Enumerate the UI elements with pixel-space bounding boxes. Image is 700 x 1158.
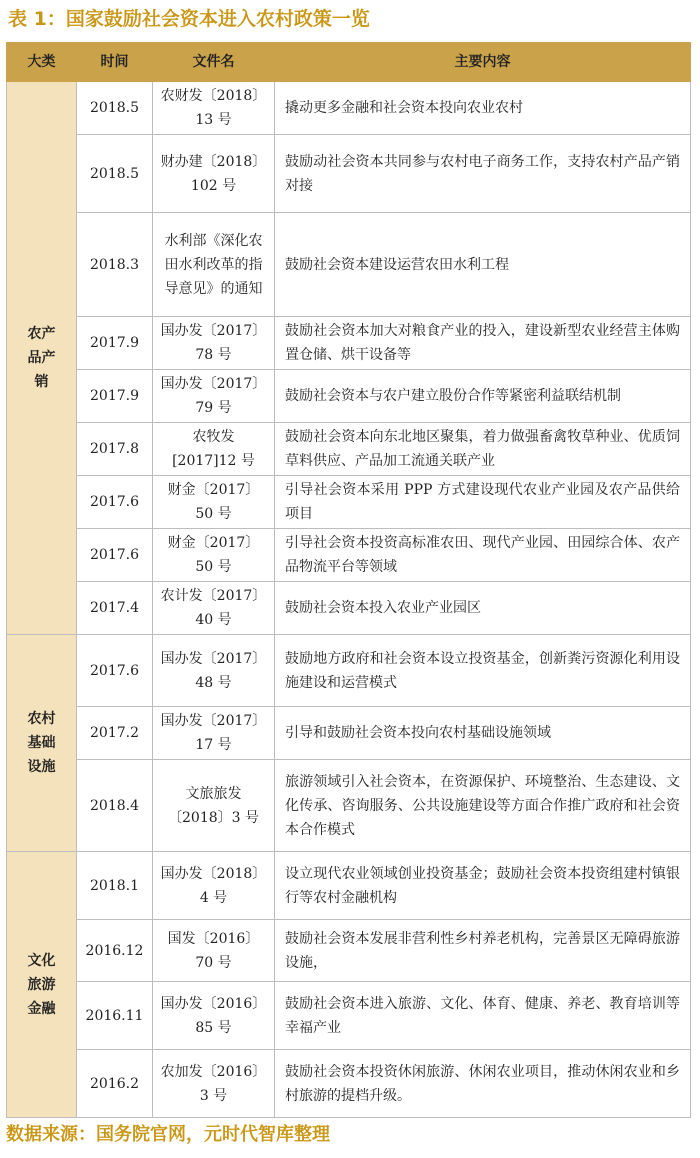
table-row xyxy=(7,476,691,529)
category-cell: 文化旅游金融 xyxy=(7,852,77,1118)
header-time: 时间 xyxy=(77,43,153,82)
doc-cell: 国办发〔2017〕79 号 xyxy=(153,370,275,423)
time-cell: 2018.1 xyxy=(77,852,153,920)
doc-cell: 国办发〔2017〕78 号 xyxy=(153,317,275,370)
table-row xyxy=(7,1050,691,1118)
header-category: 大类 xyxy=(7,43,77,82)
time-cell: 2017.8 xyxy=(77,423,153,476)
time-cell: 2018.3 xyxy=(77,213,153,317)
category-cell: 农产品产销 xyxy=(7,82,77,635)
content-cell: 鼓励社会资本与农户建立股份合作等紧密利益联结机制 xyxy=(275,370,691,423)
content-cell: 鼓励社会资本投资休闲旅游、休闲农业项目，推动休闲农业和乡村旅游的提档升级。 xyxy=(275,1050,691,1118)
policy-table xyxy=(6,42,691,1118)
content-cell: 鼓励地方政府和社会资本设立投资基金，创新粪污资源化利用设施建设和运营模式 xyxy=(275,635,691,707)
content-cell: 鼓励社会资本加大对粮食产业的投入，建设新型农业经营主体购置仓储、烘干设备等 xyxy=(275,317,691,370)
table-row xyxy=(7,760,691,852)
table-row xyxy=(7,635,691,707)
table-row xyxy=(7,82,691,135)
doc-cell: 国办发〔2017〕48 号 xyxy=(153,635,275,707)
table-title: 表 1：国家鼓励社会资本进入农村政策一览 xyxy=(8,8,370,30)
table-row xyxy=(7,582,691,635)
doc-cell: 财办建〔2018〕102 号 xyxy=(153,135,275,213)
content-cell: 引导社会资本投资高标准农田、现代产业园、田园综合体、农产品物流平台等领域 xyxy=(275,529,691,582)
doc-cell: 国办发〔2017〕17 号 xyxy=(153,707,275,760)
doc-cell: 国办发〔2018〕4 号 xyxy=(153,852,275,920)
table-row xyxy=(7,982,691,1050)
time-cell: 2018.5 xyxy=(77,82,153,135)
content-cell: 鼓励动社会资本共同参与农村电子商务工作，支持农村产品产销对接 xyxy=(275,135,691,213)
content-cell: 引导社会资本采用 PPP 方式建设现代农业产业园及农产品供给项目 xyxy=(275,476,691,529)
time-cell: 2016.11 xyxy=(77,982,153,1050)
data-source: 数据来源：国务院官网，元时代智库整理 xyxy=(6,1124,330,1145)
time-cell: 2017.4 xyxy=(77,582,153,635)
content-cell: 设立现代农业领域创业投资基金；鼓励社会资本投资组建村镇银行等农村金融机构 xyxy=(275,852,691,920)
time-cell: 2017.9 xyxy=(77,370,153,423)
doc-cell: 农加发〔2016〕3 号 xyxy=(153,1050,275,1118)
time-cell: 2018.5 xyxy=(77,135,153,213)
content-cell: 鼓励社会资本向东北地区聚集，着力做强畜禽牧草种业、优质饲草料供应、产品加工流通关联产业 xyxy=(275,423,691,476)
table-row xyxy=(7,317,691,370)
table-row xyxy=(7,529,691,582)
time-cell: 2016.12 xyxy=(77,920,153,982)
time-cell: 2017.6 xyxy=(77,635,153,707)
time-cell: 2017.9 xyxy=(77,317,153,370)
content-cell: 鼓励社会资本建设运营农田水利工程 xyxy=(275,213,691,317)
table-row xyxy=(7,370,691,423)
time-cell: 2017.6 xyxy=(77,476,153,529)
content-cell: 旅游领域引入社会资本，在资源保护、环境整治、生态建设、文化传承、咨询服务、公共设施建设等方面合作推广政府和社会资本合作模式 xyxy=(275,760,691,852)
time-cell: 2017.6 xyxy=(77,529,153,582)
doc-cell: 水利部《深化农田水利改革的指导意见》的通知 xyxy=(153,213,275,317)
header-content: 主要内容 xyxy=(275,43,691,82)
content-cell: 鼓励社会资本投入农业产业园区 xyxy=(275,582,691,635)
time-cell: 2017.2 xyxy=(77,707,153,760)
time-cell: 2018.4 xyxy=(77,760,153,852)
table-row xyxy=(7,920,691,982)
table-row xyxy=(7,213,691,317)
doc-cell: 农计发〔2017〕40 号 xyxy=(153,582,275,635)
doc-cell: 文旅旅发〔2018〕3 号 xyxy=(153,760,275,852)
content-cell: 鼓励社会资本进入旅游、文化、体育、健康、养老、教育培训等幸福产业 xyxy=(275,982,691,1050)
table-row xyxy=(7,135,691,213)
doc-cell: 国发〔2016〕70 号 xyxy=(153,920,275,982)
doc-cell: 农财发〔2018〕13 号 xyxy=(153,82,275,135)
table-row xyxy=(7,707,691,760)
doc-cell: 财金〔2017〕50 号 xyxy=(153,529,275,582)
doc-cell: 国办发〔2016〕85 号 xyxy=(153,982,275,1050)
header-row xyxy=(7,43,691,82)
content-cell: 鼓励社会资本发展非营利性乡村养老机构，完善景区无障碍旅游设施， xyxy=(275,920,691,982)
table-row xyxy=(7,423,691,476)
doc-cell: 农牧发 [2017]12 号 xyxy=(153,423,275,476)
doc-cell: 财金〔2017〕50 号 xyxy=(153,476,275,529)
category-cell: 农村基础设施 xyxy=(7,635,77,852)
content-cell: 撬动更多金融和社会资本投向农业农村 xyxy=(275,82,691,135)
header-doc: 文件名 xyxy=(153,43,275,82)
table-row xyxy=(7,852,691,920)
content-cell: 引导和鼓励社会资本投向农村基础设施领域 xyxy=(275,707,691,760)
time-cell: 2016.2 xyxy=(77,1050,153,1118)
